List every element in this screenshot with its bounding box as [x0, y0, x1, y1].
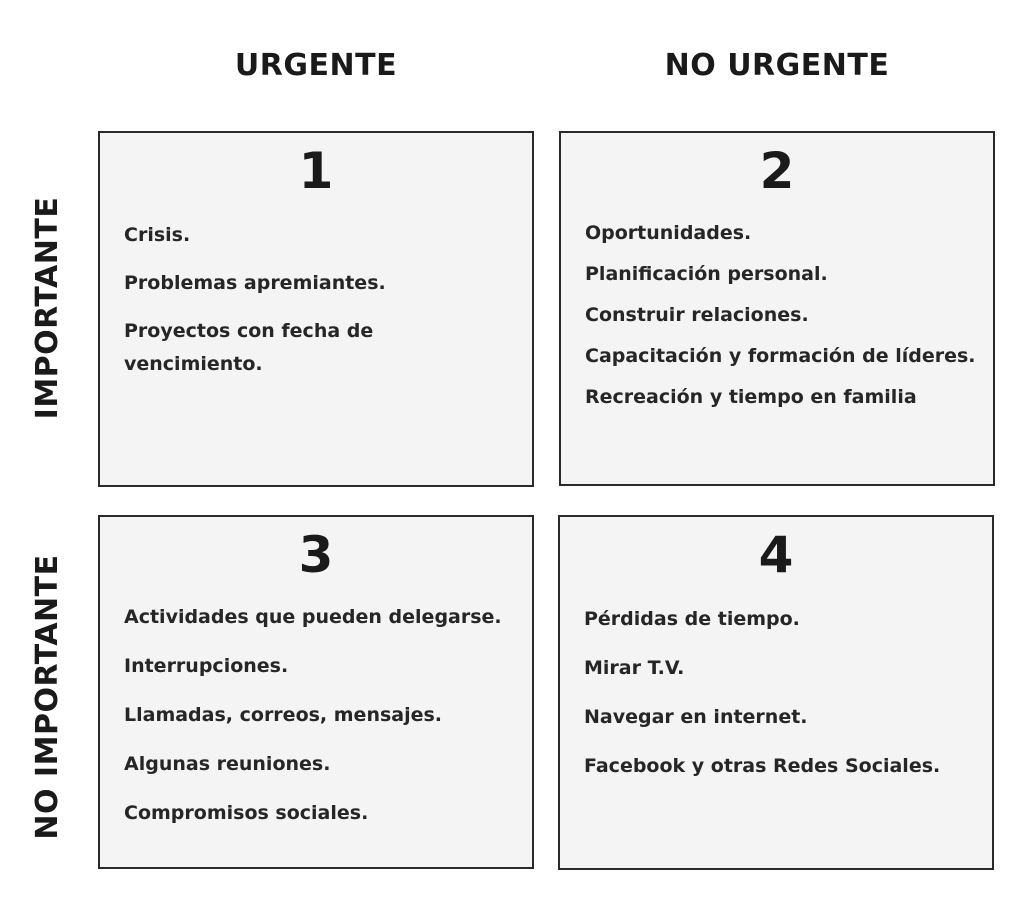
row-header-important: IMPORTANTE	[30, 196, 65, 420]
quadrant-item: Oportunidades.	[585, 222, 752, 244]
quadrant-item: Recreación y tiempo en familia	[585, 386, 917, 408]
quadrant-number: 3	[298, 526, 334, 584]
quadrant-number: 4	[758, 526, 794, 584]
quadrant-item: Planificación personal.	[585, 263, 828, 285]
quadrant-item: Navegar en internet.	[584, 706, 808, 728]
quadrant-2	[559, 131, 995, 486]
quadrant-item: Mirar T.V.	[584, 657, 685, 679]
quadrant-item-list	[124, 601, 518, 846]
quadrant-item: Facebook y otras Redes Sociales.	[584, 755, 941, 777]
quadrant-3	[98, 515, 534, 869]
quadrant-item: Interrupciones.	[124, 655, 289, 677]
row-header-not-important: NO IMPORTANTE	[30, 554, 65, 840]
quadrant-4	[558, 515, 994, 870]
quadrant-number: 1	[298, 142, 334, 200]
quadrant-item-list	[124, 219, 518, 396]
quadrant-item: Crisis.	[124, 224, 191, 246]
column-header-not-urgent: NO URGENTE	[664, 48, 890, 83]
quadrant-item: Construir relaciones.	[585, 304, 809, 326]
quadrant-item: Pérdidas de tiempo.	[584, 608, 800, 630]
quadrant-item: Llamadas, correos, mensajes.	[124, 704, 443, 726]
quadrant-item: Proyectos con fecha de vencimiento.	[124, 320, 374, 375]
quadrant-item: Capacitación y formación de líderes.	[585, 345, 976, 367]
quadrant-1	[98, 131, 534, 487]
quadrant-item: Compromisos sociales.	[124, 802, 369, 824]
quadrant-item: Actividades que pueden delegarse.	[124, 606, 502, 628]
quadrant-item: Problemas apremiantes.	[124, 272, 386, 294]
quadrant-number: 2	[759, 142, 795, 200]
quadrant-item-list	[585, 217, 979, 422]
quadrant-item-list	[584, 603, 978, 799]
quadrant-item: Algunas reuniones.	[124, 753, 331, 775]
column-header-urgent: URGENTE	[234, 48, 398, 83]
